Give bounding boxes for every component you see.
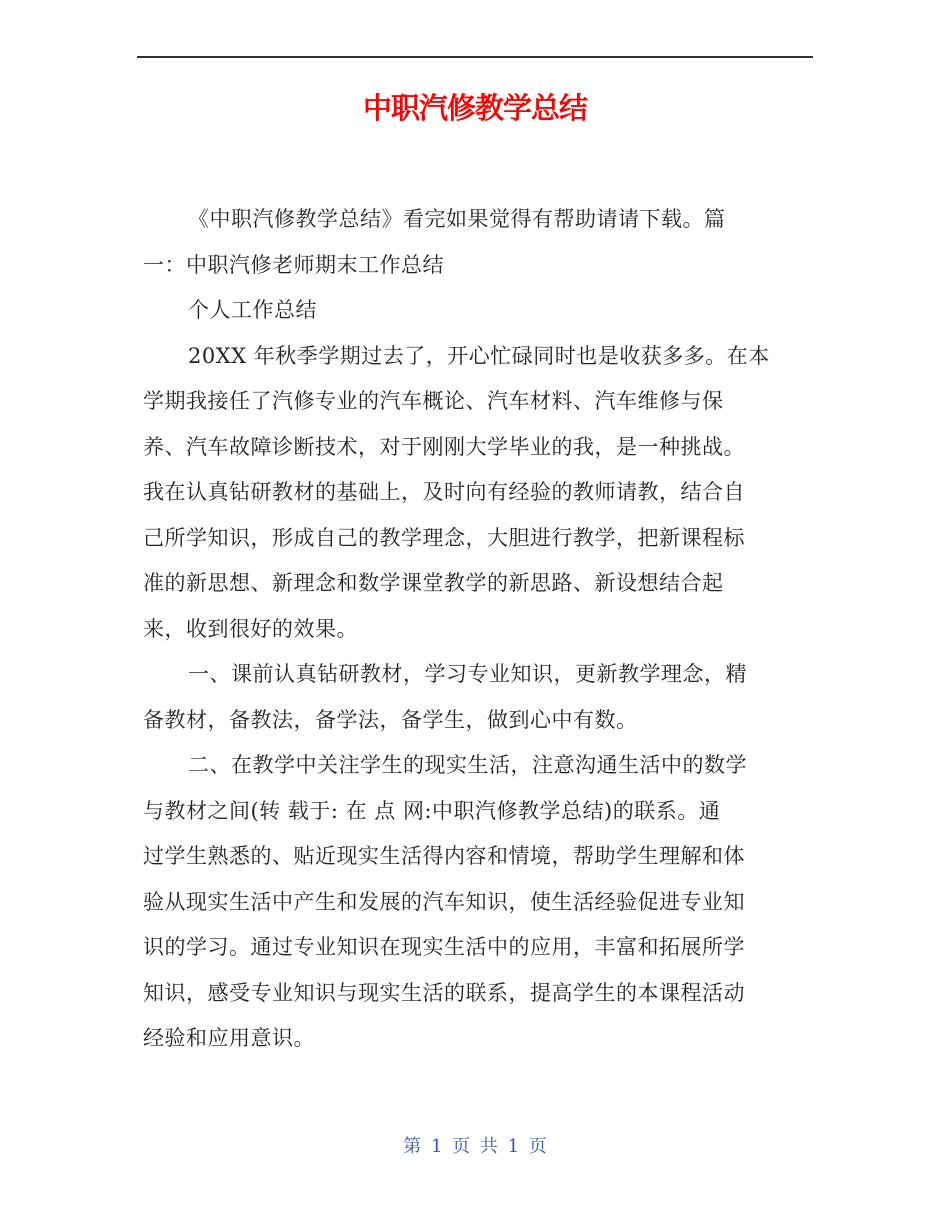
paragraph-line: 与教材之间(转 载于: 在 点 网:中职汽修教学总结)的联系。通: [143, 798, 721, 823]
paragraph-line: 准的新思想、新理念和数学课堂教学的新思路、新设想结合起: [143, 571, 724, 595]
document-body: [143, 197, 803, 1062]
paragraph-line: 一、课前认真钻研教材，学习专业知识，更新教学理念，精: [188, 662, 747, 686]
paragraph-line: 学期我接任了汽修专业的汽车概论、汽车材料、汽车维修与保: [143, 389, 724, 413]
paragraph-line: 备教材，备教法，备学法，备学生，做到心中有数。: [143, 707, 638, 732]
document-title: 中职汽修教学总结: [362, 91, 587, 125]
section-heading: 个人工作总结: [188, 298, 317, 322]
paragraph-line: 我在认真钻研教材的基础上，及时向有经验的教师请教，结合自: [143, 480, 745, 504]
page-indicator: 第 1 页 共 1 页: [403, 1136, 547, 1157]
paragraph-line: 养、汽车故障诊断技术，对于刚刚大学毕业的我，是一种挑战。: [143, 434, 745, 459]
paragraph-line: 验从现实生活中产生和发展的汽车知识，使生活经验促进专业知: [143, 889, 745, 914]
header-rule: [137, 56, 813, 58]
paragraph-line: 知识，感受专业知识与现实生活的联系，提高学生的本课程活动: [143, 980, 745, 1005]
paragraph-line: 一：中职汽修老师期末工作总结: [143, 252, 444, 277]
paragraph-line: 来，收到很好的效果。: [143, 616, 358, 641]
paragraph-line: 过学生熟悉的、贴近现实生活得内容和情境，帮助学生理解和体: [143, 844, 745, 868]
paragraph-line: 20XX 年秋季学期过去了，开心忙碌同时也是收获多多。在本: [188, 343, 770, 368]
paragraph-line: 《中职汽修教学总结》看完如果觉得有帮助请请下载。篇: [188, 207, 726, 231]
paragraph-line: 己所学知识，形成自己的教学理念，大胆进行教学，把新课程标: [143, 525, 745, 550]
paragraph-line: 识的学习。通过专业知识在现实生活中的应用，丰富和拓展所学: [143, 935, 745, 959]
paragraph-line: 经验和应用意识。: [143, 1026, 315, 1050]
paragraph-line: 二、在教学中关注学生的现实生活，注意沟通生活中的数学: [188, 753, 747, 777]
